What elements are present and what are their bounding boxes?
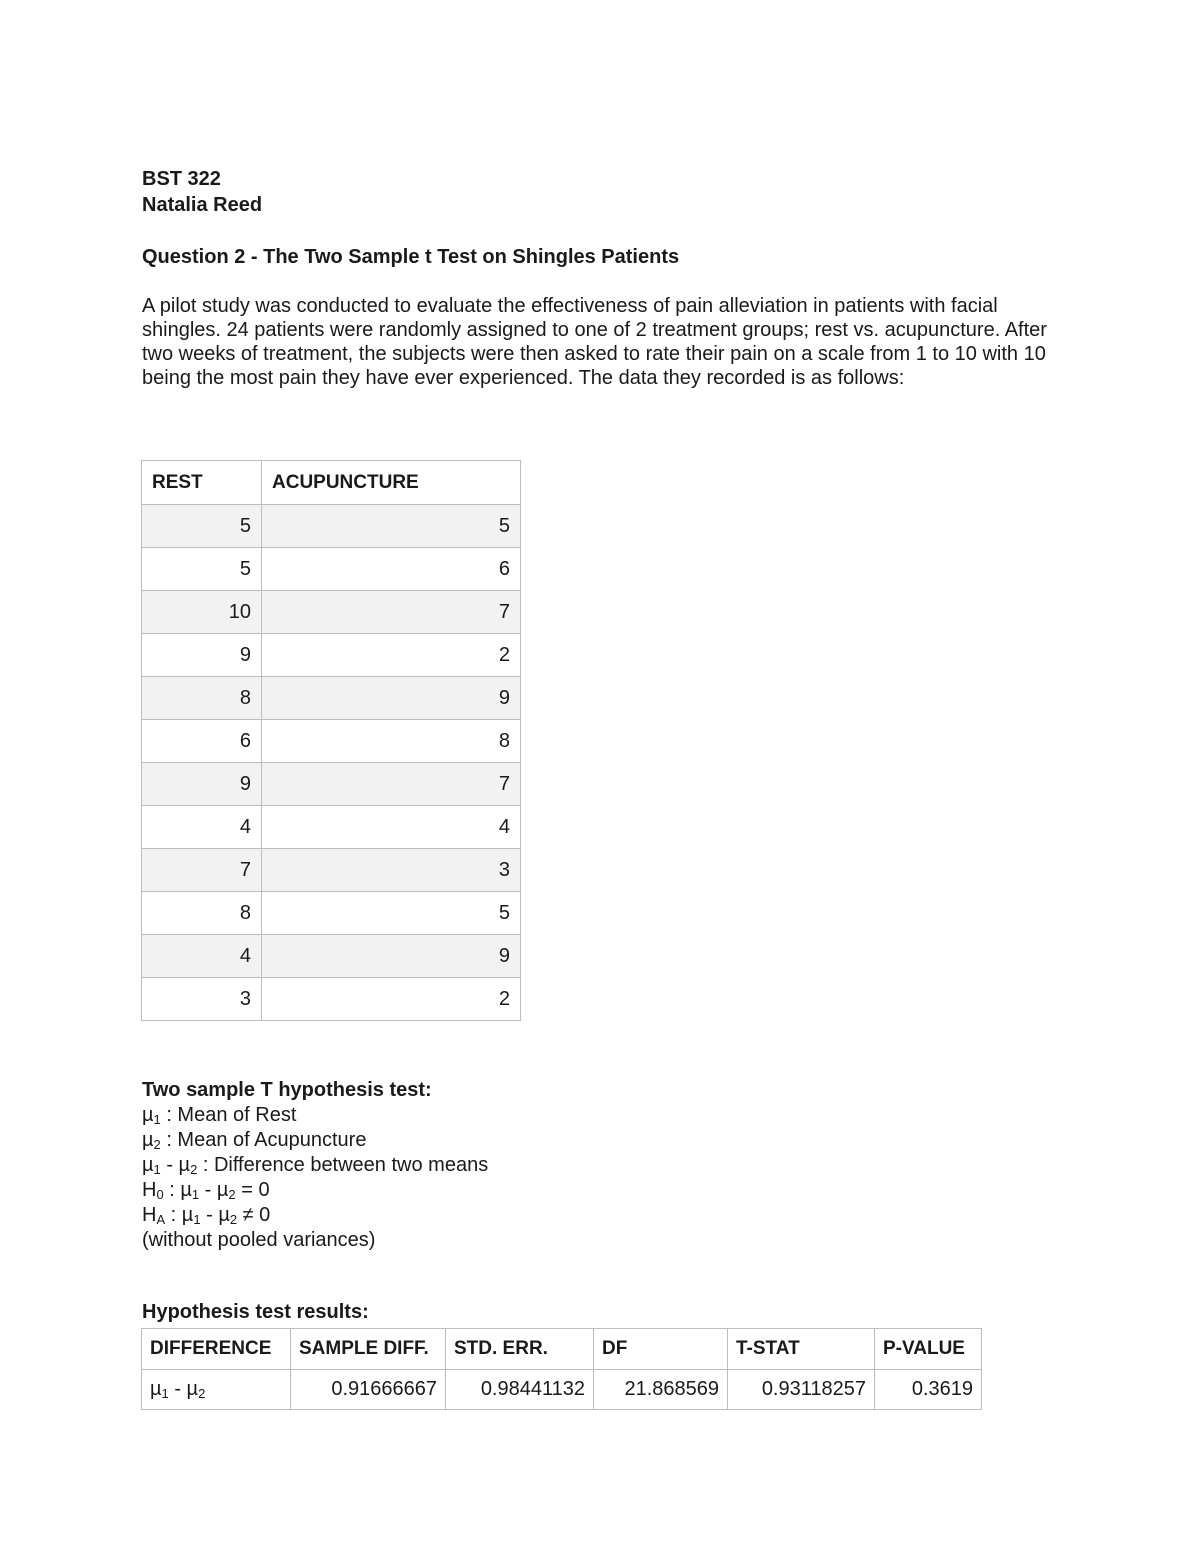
results-header-row [142, 1329, 982, 1370]
null-hypothesis-rhs: = 0 [235, 1179, 270, 1201]
table-row [142, 505, 521, 548]
df-cell: 21.868569 [594, 1370, 728, 1410]
table-row [142, 978, 521, 1021]
rest-cell: 5 [142, 505, 262, 548]
difference-cell: µ$_1$ - µ$_2$ [142, 1370, 291, 1410]
mu2-description: : Mean of Acupuncture [160, 1129, 367, 1151]
sample-diff-header: SAMPLE DIFF. [291, 1329, 446, 1370]
std-err-header: STD. ERR. [446, 1329, 594, 1370]
hypothesis-title: Two sample T hypothesis test: [142, 1079, 432, 1101]
table-row [142, 591, 521, 634]
df-header: DF [594, 1329, 728, 1370]
t-stat-cell: 0.93118257 [728, 1370, 875, 1410]
sample-diff-cell: 0.91666667 [291, 1370, 446, 1410]
pain-data-table [141, 460, 521, 1021]
intro-paragraph: A pilot study was conducted to evaluate the effectiveness of pain alleviation in patients with facial shingles. 24 patients were randomly assigned to one of 2 treatment groups; rest vs. acupuncture. After two weeks of treatment, the subjects were then asked to rate their pain on a scale from 1 to 10 with 10 being the most pain they have ever experienced. The data they recorded is as follows: [142, 295, 1047, 389]
table-row [142, 806, 521, 849]
p-value-cell: 0.3619 [875, 1370, 982, 1410]
std-err-cell: 0.98441132 [446, 1370, 594, 1410]
alternative-hypothesis-rhs: ≠ 0 [237, 1204, 271, 1226]
author-name: Natalia Reed [142, 194, 263, 216]
alternative-hypothesis: $H_A$ : µ$_1$ - µ$_2$ ≠ 0 [142, 1204, 271, 1227]
pooled-variance-note: (without pooled variances) [142, 1229, 376, 1251]
rest-cell: 8 [142, 892, 262, 935]
table-row [142, 548, 521, 591]
results-table [141, 1328, 982, 1410]
rest-cell: 10 [142, 591, 262, 634]
table-row [142, 720, 521, 763]
difference-definition: µ$_1$ - µ$_2$ : Difference between two means [142, 1154, 489, 1177]
acupuncture-cell: 5 [262, 505, 521, 548]
acupuncture-header: ACUPUNCTURE [262, 461, 521, 505]
table-row [142, 763, 521, 806]
rest-cell: 4 [142, 806, 262, 849]
results-title: Hypothesis test results: [142, 1301, 369, 1323]
acupuncture-cell: 2 [262, 634, 521, 677]
rest-cell: 6 [142, 720, 262, 763]
course-code: BST 322 [142, 168, 221, 190]
p-value-header: P-VALUE [875, 1329, 982, 1370]
table-header-row [142, 461, 521, 505]
rest-cell: 9 [142, 634, 262, 677]
acupuncture-cell: 7 [262, 763, 521, 806]
mu2-definition: µ$_2$ : Mean of Acupuncture [142, 1129, 367, 1152]
mu1-description: : Mean of Rest [160, 1104, 297, 1126]
acupuncture-cell: 2 [262, 978, 521, 1021]
difference-header: DIFFERENCE [142, 1329, 291, 1370]
results-row [142, 1370, 982, 1410]
table-row [142, 892, 521, 935]
acupuncture-cell: 7 [262, 591, 521, 634]
t-stat-header: T-STAT [728, 1329, 875, 1370]
question-title: Question 2 - The Two Sample t Test on Shingles Patients [142, 246, 680, 268]
acupuncture-cell: 6 [262, 548, 521, 591]
acupuncture-cell: 5 [262, 892, 521, 935]
acupuncture-cell: 3 [262, 849, 521, 892]
acupuncture-cell: 8 [262, 720, 521, 763]
rest-cell: 9 [142, 763, 262, 806]
rest-cell: 3 [142, 978, 262, 1021]
table-row [142, 677, 521, 720]
difference-description: : Difference between two means [197, 1154, 489, 1176]
mu1-definition: µ$_1$ : Mean of Rest [142, 1104, 297, 1127]
rest-header: REST [142, 461, 262, 505]
acupuncture-cell: 4 [262, 806, 521, 849]
rest-cell: 4 [142, 935, 262, 978]
table-row [142, 935, 521, 978]
table-row [142, 849, 521, 892]
acupuncture-cell: 9 [262, 935, 521, 978]
null-hypothesis: $H_0$ : µ$_1$ - µ$_2$ = 0 [142, 1179, 270, 1202]
rest-cell: 5 [142, 548, 262, 591]
hypothesis-section [142, 1078, 488, 1253]
acupuncture-cell: 9 [262, 677, 521, 720]
table-row [142, 634, 521, 677]
document-page [142, 166, 1082, 390]
rest-cell: 7 [142, 849, 262, 892]
rest-cell: 8 [142, 677, 262, 720]
